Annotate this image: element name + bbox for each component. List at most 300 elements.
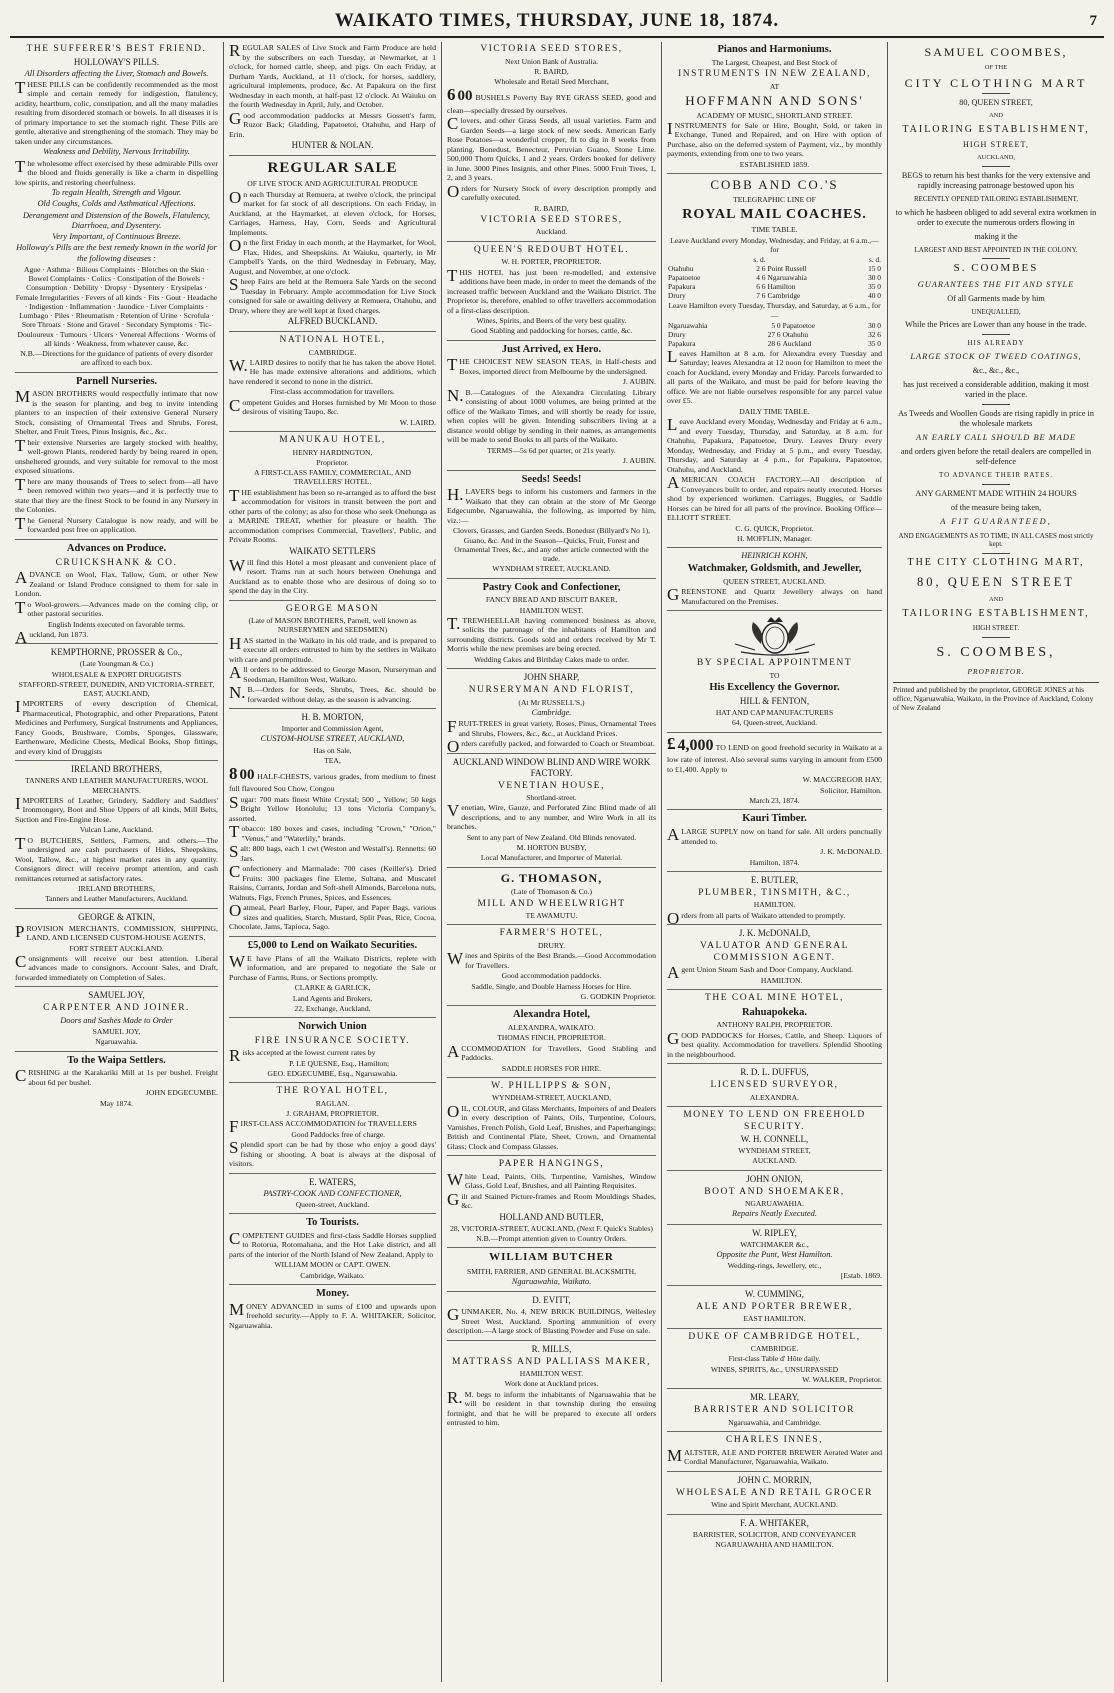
body-text: ESTABLISHED 1859. — [739, 159, 810, 169]
table-row — [667, 273, 882, 282]
address: Cambridge, Waikato. — [300, 1270, 365, 1280]
address: EAST HAMILTON. — [743, 1314, 806, 1324]
address: STAFFORD-STREET, DUNEDIN, AND VICTORIA-STREET, EAST, AUCKLAND, — [18, 679, 215, 699]
signature: Solicitor, Hamilton. — [820, 785, 882, 795]
table-cell: 5 0 — [771, 320, 781, 330]
signature: GEO. EDGECUMBE, Esq., Ngaruawahia. — [267, 1069, 398, 1079]
subheading: CUSTOM-HOUSE STREET, AUCKLAND, — [260, 734, 405, 744]
address: Wine and Spirit Merchant, AUCKLAND. — [711, 1500, 838, 1510]
signature: J. AUBIN. — [622, 377, 656, 387]
body-text: N.B.—Orders for Seeds, Shrubs, Trees, &c. should be forwarded without delay, as the season is advancing. — [229, 683, 436, 704]
divider — [982, 166, 1010, 167]
heading: S. COOMBES, — [936, 644, 1056, 660]
heading: MANUKAU HOTEL, — [279, 435, 386, 446]
table-row — [667, 264, 882, 273]
heading: COBB AND CO.'S — [710, 177, 839, 193]
heading: Rahuapokeka. — [741, 1006, 808, 1018]
heading: 80, QUEEN STREET — [916, 574, 1076, 589]
heading: CHARLES INNES, — [725, 1435, 823, 1446]
ad-victoria-seed — [447, 44, 656, 242]
address: QUEEN STREET, AUCKLAND. — [723, 577, 826, 587]
table-cell: 32 6 — [868, 329, 881, 339]
heading: THE SUFFERER'S BEST FRIEND. — [26, 44, 207, 54]
table-cell: 6 6 — [756, 282, 766, 292]
signature: C. G. QUICK, Proprietor. — [735, 523, 814, 533]
address: 28, VICTORIA-STREET, AUCKLAND, (Next F. Quick's Stables) — [450, 1223, 653, 1233]
heading: NATIONAL HOTEL, — [279, 334, 386, 345]
body-text: Competent Guides and Horses furnished by Mr Moon to those desirous of visiting Taupo, &c. — [229, 395, 436, 417]
body-text: N.B.—Catalogues of the Alexandra Circulating Library consisting of about 1000 volumes, are being printed at the office of the Waikato Times, and will shortly be ready for issue, when copies will be given. Intending subscribers living at a distance would oblige by sending in their names, as arrangements will be made to send Books to all parts of the Waikato. — [447, 385, 656, 445]
ad-mills — [447, 1344, 656, 1432]
body-text: TERMS—5s 6d per quarter, or 21s yearly. — [487, 445, 616, 455]
date: Auckland, Jun 1873. — [15, 627, 89, 647]
address: Ngaruawahia, Waikato. — [511, 1276, 592, 1286]
body-text: TO BUTCHERS, Settlers, Farmers, and others.—The undersigned are cash purchasers of Hides, Sheepskins, Wool, Tallow, &c., at highest market rates in any quantity. Consignors direct will receive prompt attention, and cash remittances returned at satisfactory rates. — [15, 833, 218, 883]
table-cell: Papakura — [668, 338, 696, 348]
body-text: Wines and Spirits of the Best Brands.—Good Accommodation for Travellers. — [447, 949, 656, 970]
date: Hamilton, 1874. — [749, 857, 800, 867]
heading: Parnell Nurseries. — [75, 375, 158, 387]
table-cell: 35 0 — [868, 282, 881, 292]
heading: THE COAL MINE HOTEL, — [705, 993, 844, 1004]
signature: HUNTER & NOLAN. — [291, 140, 374, 150]
address: WYNDHAM-STREET, AUCKLAND, — [491, 1093, 612, 1103]
table-cell: Ngaruawahia — [767, 273, 807, 283]
table-row — [667, 330, 882, 339]
body-text: HIS ALREADY — [967, 339, 1025, 348]
ad-pianos — [667, 44, 882, 174]
address: 22, Exchange, Auckland. — [294, 1003, 371, 1013]
heading: VALUATOR AND GENERAL COMMISSION AGENT. — [700, 941, 849, 963]
body-text: ALARGE SUPPLY now on hand for sale. All orders punctually attended to. — [667, 825, 882, 846]
ad-cobb-coaches — [667, 177, 882, 548]
table-cell: 4 6 — [756, 273, 766, 283]
heading: REGULAR SALE — [267, 159, 398, 176]
heading: QUEEN'S REDOUBT HOTEL. — [473, 244, 630, 255]
table-cell: 15 0 — [868, 264, 881, 274]
body-text: COMPETENT GUIDES and first-class Saddle Horses supplied to Rotorua, Rotomahana, and the Hot Lake district, and all parts of the interior of the North Island of New Zealand. Apply to — [229, 1228, 436, 1259]
address: Ngaruawahia. — [95, 1037, 138, 1047]
body-text: THIS HOTEL has just been re-modelled, and extensive additions have been made, in order to meet the demands of the increased traffic between Auckland and the Waikato District. The Proprietor is, therefore, enabled to offer travellers accommodation of a first-class description. — [447, 265, 656, 315]
ad-charles-innes — [667, 1435, 882, 1472]
heading: GEORGE & ATKIN, — [78, 911, 155, 922]
body-text — [667, 733, 882, 775]
heading: LICENSED SURVEYOR, — [710, 1080, 839, 1091]
heading: TAILORING ESTABLISHMENT, — [902, 607, 1090, 619]
heading: MATTRASS AND PALLIASS MAKER, — [452, 1356, 651, 1367]
body-text: T.TREWHEELLAR having commenced business as above, solicits the patronage of the inhabitants of Hamilton and surrounding districts. Goods sold and orders received by Mr T. Morris while the new premises are being erected. — [447, 613, 656, 654]
body-text: BEGS to return his best thanks for the very extensive and rapidly increasing patronage bestowed upon his — [901, 171, 1091, 191]
body-text: Sugar: 700 mats finest White Crystal; 500 ,, Yellow; 50 kegs Bright Yellow Honolulu; 13 tons Victoria Company's, assorted. — [229, 792, 436, 823]
signature: Local Manufacturer, and Importer of Material. — [480, 853, 623, 863]
body-text: SADDLE HORSES FOR HIRE. — [501, 1063, 602, 1073]
address: AUCKLAND, — [976, 154, 1016, 162]
subheading: Importer and Commission Agent, — [281, 724, 384, 734]
subheading: TELEGRAPHIC LINE OF — [733, 195, 816, 205]
body-text: All orders to be addressed to George Mason, Nurseryman and Seedsman, Hamilton West, Waikato. — [229, 663, 436, 684]
signature: W. LAIRD. — [399, 417, 436, 427]
ad-john-sharp — [447, 672, 656, 757]
subheading: J. GRAHAM, PROPRIETOR. — [286, 1109, 379, 1119]
signature: JOHN EDGECUMBE. — [145, 1088, 218, 1098]
body-text: GREENSTONE and Quartz Jewellery always on hand Manufactured on the Premises. — [667, 585, 882, 606]
ad-connell — [667, 1110, 882, 1171]
address: Auckland. — [535, 227, 568, 237]
subheading: HENRY HARDINGTON, — [292, 447, 373, 457]
table-row — [667, 321, 882, 330]
body-text: R.M. begs to inform the inhabitants of Ngaruawahia that he will be resident in that township during the ensuing fortnight, and that he will be prepared to execute all orders entrusted to him. — [447, 1387, 656, 1428]
heading: Advances on Produce. — [66, 542, 167, 554]
heading: W. CUMMING, — [745, 1288, 804, 1299]
ad-whitaker — [667, 1518, 882, 1553]
signature: Land Agents and Brokers, — [292, 993, 373, 1003]
table-cell: 35 0 — [868, 338, 881, 348]
heading: Pianos and Harmoniums. — [717, 44, 832, 55]
table-cell: Papakura — [668, 282, 696, 292]
signature: SAMUEL JOY, — [92, 1027, 141, 1037]
fare-table — [667, 255, 882, 300]
body-text: Leaves Hamilton at 8 a.m. for Alexandra every Tuesday and Saturday; leaves Alexandra at 12 noon for Hamilton to meet the coach for Auckland, every Monday and Friday. Parcels forwarded to all parts of the Waikato, and must be paid for before leaving the office. We are not liable ourselves responsible for any parcel value over £5. — [667, 346, 882, 406]
address: HAMILTON. — [760, 975, 803, 985]
subheading: FANCY BREAD AND BISCUIT BAKER, — [485, 595, 618, 605]
ad-butler — [667, 874, 882, 928]
address: AUCKLAND. — [752, 1156, 797, 1166]
body-text: IMPORTERS of every description of Chemical, Pharmaceutical, Photographic, and other Preparations, Patent Medicines and Perfumery, Surgical Instruments and Appliances, Fancy Goods, Brushware, Combs, Sponges, Glassware, Earthenware, Medicine Chests, Medical Books, Shop fittings, and every kind of Druggists — [15, 697, 218, 756]
address: HIGH STREET. — [972, 624, 1020, 633]
body-text: TO LEND on good freehold security in Waikato at a low rate of interest. Also several sums varying in amount from £500 to £1,400. Apply to — [667, 742, 882, 774]
ad-heinrich-kohn — [667, 551, 882, 611]
subheading: Weakness and Debility, Nervous Irritability. — [43, 147, 190, 157]
body-text: PROVISION MERCHANTS, COMMISSION, SHIPPING, LAND, AND LICENSED CUSTOM-HOUSE AGENTS, — [15, 921, 218, 943]
subheading: (Late of MASON BROTHERS, Parnell, well known as NURSERYMEN and SEEDSMEN) — [248, 616, 417, 635]
ad-morrin — [667, 1475, 882, 1515]
body-text: WINES, SPIRITS, &c., UNSURPASSED — [710, 1364, 839, 1374]
signature: R. BAIRD, — [534, 203, 569, 213]
body-text: AND — [988, 112, 1004, 120]
heading: THE ROYAL HOTEL, — [276, 1086, 389, 1097]
heading: S. COOMBES — [953, 262, 1039, 275]
heading: PAPER HANGINGS, — [498, 1159, 605, 1170]
ad-window-blind — [447, 757, 656, 868]
body-text: AND — [988, 596, 1004, 604]
column-4 — [661, 42, 887, 1682]
subheading: ACADEMY OF MUSIC, SHORTLAND STREET. — [696, 110, 853, 120]
subheading: THOMAS FINCH, PROPRIETOR. — [497, 1033, 606, 1043]
address: ALEXANDRA. — [749, 1092, 800, 1102]
body-text: Salt: 800 bags, each 1 cwt (Weston and Westall's). Rennetts: 60 Jars. — [229, 842, 436, 863]
table-cell: 27 6 — [767, 329, 781, 339]
signature: CLARKE & GARLICK, — [294, 983, 371, 993]
subheading: BARRISTER, SOLICITOR, AND CONVEYANCER — [692, 1529, 857, 1539]
address: HAMILTON WEST. — [519, 605, 584, 615]
ad-norwich-union — [229, 1021, 436, 1083]
body-text: Wines, Spirits, and Beers of the very best quality. — [476, 316, 627, 326]
subheading: HAT AND CAP MANUFACTURERS — [715, 708, 834, 718]
table-header — [667, 255, 882, 264]
heading: G. THOMASON, — [500, 870, 603, 885]
ad-loan — [667, 733, 882, 811]
ad-kauri — [667, 813, 882, 872]
heading: THE CITY CLOTHING MART, — [907, 556, 1085, 568]
subheading: Very Important, of Continuous Breeze. — [52, 232, 181, 242]
ad-waikato-securities — [229, 940, 436, 1018]
subheading: Wholesale and Retail Seed Merchant, — [494, 77, 609, 87]
ad-royal-hotel — [229, 1086, 436, 1173]
heading: BOOT AND SHOEMAKER, — [704, 1186, 845, 1197]
body-text: First-class accommodation for travellers. — [270, 387, 395, 397]
body-text: FRUIT-TREES in great variety, Roses, Pinus, Ornamental Trees and Shrubs, Flowers, &c., &c., at Auckland Prices. — [447, 717, 656, 738]
body-text: Leave Auckland every Monday, Wednesday and Friday at 6 a.m., and every Tuesday, Thursday, and Saturday, at 8 a.m. for Otahuhu, Papakura, Papatoetoe, Drury. Leaves Drury every Monday, Wednesday, and Friday at 5 p.m., and every Tuesday, Thursday, and Saturday at 4 p.m., for Papakura, Papatoetoe, Otahuhu, and Auckland. — [667, 415, 882, 474]
signature: W. WALKER, Proprietor. — [802, 1374, 882, 1384]
body-text: INSTRUMENTS for Sale or Hire, Bought, Sold, or taken in Exchange, Tuned and Repaired, and on Hire with option of Purchase, also on the deferred system of Payment, viz., by monthly payments, extending from one to two years. — [667, 118, 882, 159]
table-cell: Cambridge — [767, 291, 801, 301]
ad-william-butcher — [447, 1251, 656, 1292]
body-text: N.B.—Prompt attention given to Country Orders. — [476, 1233, 627, 1243]
body-text: Work done at Auckland prices. — [504, 1379, 599, 1389]
body-text: A FIT GUARANTEED, — [940, 517, 1052, 527]
ad-leary — [667, 1392, 882, 1432]
address: ALEXANDRA, WAIKATO. — [507, 1023, 596, 1033]
address: Vulcan Lane, Auckland. — [79, 825, 154, 835]
imprint: Printed and published by the proprietor, GEORGE JONES at his office, Ngaruawahia, Waikato, in the Province of Auckland, Colony of New Zealand — [893, 682, 1099, 712]
subheading: TEA, — [324, 755, 341, 765]
column-1 — [10, 42, 223, 1682]
heading: HOFFMANN AND SONS' — [685, 92, 864, 108]
body-text: Of all Garments made by him — [947, 293, 1045, 303]
signature: P. LE QUESNE, Esq., Hamilton; — [289, 1058, 390, 1068]
note: N.B.—Directions for the guidance of patients of every disorder are affixed to each box. — [20, 349, 213, 368]
header-cell: s. d. — [868, 255, 881, 265]
subheading: (Late of Thomason & Co.) — [510, 887, 593, 897]
subheading: Derangement and Distension of the Bowels, Flatulency, Diarrhoea, and Dysentery. — [22, 210, 210, 230]
signature: H. MOFFLIN, Manager. — [737, 533, 812, 543]
ad-thomason — [447, 871, 656, 926]
address: Ngaruawahia, and Cambridge. — [728, 1418, 821, 1428]
body-text: Sent to any part of New Zealand. Old Blinds renovated. — [466, 832, 637, 842]
signature: HOLLAND AND BUTLER, — [499, 1211, 604, 1222]
subheading: Holloway's Pills are the best remedy known in the world for the following diseases : — [16, 243, 217, 263]
heading: SAMUEL JOY, — [88, 990, 145, 1001]
body-text: The wholesome effect exercised by these admirable Pills over the blood and fluids generally is like a charm in dispelling low spirits, and restoring cheerfulness. — [15, 156, 218, 187]
ad-waipa — [15, 1055, 218, 1113]
address: Opposite the Punt, West Hamilton. — [716, 1249, 833, 1259]
masthead-title: WAIKATO TIMES, THURSDAY, JUNE 18, 1874. — [334, 10, 780, 31]
subheading: Doors and Sashes Made to Order — [60, 1015, 173, 1025]
subheading: DAILY TIME TABLE. — [739, 406, 810, 416]
ad-kempthorne — [15, 647, 218, 761]
subheading: Next Union Bank of Australia. — [504, 56, 598, 66]
body-text: RECENTLY OPENED TAILORING ESTABLISHMENT, — [913, 195, 1079, 204]
subheading: WATCHMAKER &c., — [740, 1239, 809, 1249]
divider — [982, 93, 1010, 94]
signature: VICTORIA SEED STORES, — [480, 214, 623, 225]
heading: W. H. CONNELL, — [740, 1134, 809, 1145]
body-text: H.LAVERS begs to inform his customers and farmers in the Waikato that they can obtain at the store of Mr George Edgecumbe, Ngaruawahia, the following, as imported by him, viz.:— — [447, 485, 656, 525]
ad-farmers-hotel — [447, 928, 656, 1006]
heading: NURSERYMAN AND FLORIST, — [468, 685, 635, 696]
table-cell: Drury — [668, 291, 686, 301]
body-text: GUARANTEES THE FIT AND STYLE — [917, 279, 1075, 289]
body-text: TO ADVANCE THEIR RATES. — [938, 471, 1053, 480]
body-text: White Lead, Paints, Oils, Turpentine, Varnishes, Window Glass, Gold Leaf, Brushes, and all Painting Requisites. — [447, 1169, 656, 1191]
body-text: While the Prices are Lower than any house in the trade. — [905, 320, 1087, 330]
heading: HILL & FENTON, — [739, 696, 810, 707]
ad-phillipps — [447, 1081, 656, 1156]
table-row — [667, 282, 882, 291]
ad-regular-sale — [229, 159, 436, 332]
body-text: and orders given before the retail dealers are compelled in self-defence — [900, 447, 1092, 467]
body-text: of the measure being taken, — [950, 503, 1042, 513]
subheading: Old Coughs, Colds and Asthmatical Affections. — [37, 199, 196, 209]
ad-hunter-nolan — [229, 43, 436, 156]
heading: ROYAL MAIL COACHES. — [682, 207, 867, 223]
body-text: Orders carefully packed, and forwarded to Coach or Steamboat. — [447, 737, 655, 757]
heading: W. PHILLIPPS & SON, — [491, 1080, 612, 1091]
body-text: TO — [769, 671, 780, 681]
big-number: 800 — [229, 764, 255, 784]
body-text: Orders for Nursery Stock of every description promptly and carefully executed. — [447, 181, 656, 203]
body-text: Sheep Fairs are held at the Remuera Sale Yards on the second Tuesday in February. Ample accommodation for Live Stock consigned for sale or awaiting delivery at Remuera, Otahuhu, and Drury, where they are well kept at fixed charges. — [229, 275, 436, 315]
address: FORT STREET AUCKLAND. — [69, 943, 164, 953]
heading: Watchmaker, Goldsmith, and Jeweller, — [687, 563, 862, 575]
body-text: On the first Friday in each month, at the Haymarket, for Wool, Flax, Hides, and Sheepskins. At Waiuku, quarterly, in Mr Campbell's Yards, on the third Wednesday in February, May, August, and November, at one o'clock. — [229, 236, 436, 276]
address: Shortland-street. — [526, 793, 577, 803]
body-text: Good accommodation paddocks. — [501, 971, 602, 981]
heading: VICTORIA SEED STORES, — [480, 44, 623, 54]
columns — [10, 42, 1104, 1682]
signature: J. K. McDONALD. — [820, 847, 882, 857]
body-text: W.LAIRD desires to notify that he has taken the above Hotel. He has made extensive alterations and additions, which have rendered it second to none in the district. — [229, 355, 436, 386]
ad-manukau-hotel — [229, 435, 436, 601]
heading: PLUMBER, TINSMITH, &C., — [698, 887, 851, 898]
ad-advances — [15, 543, 218, 645]
body-text: There are many thousands of Trees to select from—all have been removed within two years—and it is perfectly true to state that they are the finest Stock to be found in any Nursery in the Colonies. — [15, 474, 218, 515]
body-text: Splendid sport can be had by those who enjoy a good days' fishing or shooting. A boat is always at the disposal of visitors. — [229, 1138, 436, 1169]
signature: W. MACGREGOR HAY, — [802, 775, 882, 785]
heading: DUKE OF CAMBRIDGE HOTEL, — [688, 1331, 861, 1342]
date: May 1874. — [100, 1098, 133, 1108]
subheading: W. H. PORTER, PROPRIETOR. — [501, 257, 602, 267]
body-text: Venetian, Wire, Gauze, and Perforated Zinc Blind made of all descriptions, and to any number, and Wire Work in all its branches. — [447, 801, 656, 832]
date: [Estab. 1869. — [840, 1271, 882, 1281]
body-text: MASON BROTHERS would respectfully intimate that now is the season for planting, and beg to invite intending planters to an inspection of their extensive General Nursery Stock, consisting of Ornamental Trees and Shrubs, Forest, Shelter, and Fruit Trees, Pinus Insignis, &c., &c. — [15, 387, 218, 437]
subheading: All Disorders affecting the Liver, Stomach and Bowels. — [24, 68, 209, 78]
address: WYNDHAM STREET, — [738, 1146, 811, 1156]
header-cell: s. d. — [753, 255, 766, 265]
subheading: A FIRST-CLASS FAMILY, COMMERCIAL, AND TRAVELLERS' HOTEL. — [254, 468, 411, 487]
ad-duffus — [667, 1067, 882, 1107]
heading: His Excellency the Governor. — [709, 682, 840, 694]
body-text: ACCOMMODATION for Travellers, Good Stabling and Paddocks. — [447, 1041, 656, 1063]
body-text: The General Nursery Catalogue is now ready, and will be forwarded post free on application. — [15, 513, 218, 535]
heading: AUCKLAND WINDOW BLIND AND WIRE WORK FACTORY. — [452, 756, 651, 778]
body-text: Clovers, and other Grass Seeds, all usual varieties. Farm and Garden Seeds—a large stock of new seeds. American Early Rose Potatoes—a wonderful cropper, fit to dig in 8 weeks from planting. Bonedust, Benecteur, Peruvian Guano, Stone Lime. 500,000 Thorn Quicks, 1 and 2 years. Orders booked for delivery in June. 3000 Pines Insignis, and other Pines. 5000 Fruit Trees, 1, 2, and 3 years. — [447, 114, 656, 183]
body-text: Repairs Neatly Executed. — [732, 1209, 817, 1219]
date: March 23, 1874. — [749, 796, 800, 806]
table-cell: Otahuhu — [782, 329, 809, 339]
table-cell: Ngaruawahia — [668, 320, 708, 330]
body-text: Saddle, Single, and Double Harness Horses for Hire. — [471, 981, 632, 991]
body-text: UNEQUALLED, — [971, 307, 1021, 316]
big-number: 600 — [447, 85, 473, 105]
heading: Seeds! Seeds! — [521, 473, 582, 485]
ad-ireland — [15, 764, 218, 908]
signature: ALFRED BUCKLAND. — [287, 316, 378, 327]
heading: D. EVITT, — [532, 1295, 571, 1306]
subheading: To regain Health, Strength and Vigour. — [51, 188, 182, 198]
subheading: TANNERS AND LEATHER MANUFACTURERS, WOOL MERCHANTS. — [25, 776, 208, 795]
ad-holloway — [15, 44, 218, 373]
table-cell: 40 0 — [868, 291, 881, 301]
heading: IRELAND BROTHERS, — [70, 764, 162, 775]
heading: MILL AND WHEELWRIGHT — [477, 898, 626, 909]
heading: R. D. L. DUFFUS, — [740, 1067, 809, 1078]
heading: ALE AND PORTER BREWER, — [696, 1301, 853, 1312]
body-text: LARGEST AND BEST APPOINTED IN THE COLONY. — [914, 245, 1078, 254]
body-text: OF THE — [984, 63, 1008, 71]
address: NGARUAWAHIA. — [744, 1199, 805, 1209]
table-cell: Auckland — [782, 338, 812, 348]
subheading: Has on Sale, — [313, 745, 352, 755]
body-text: Will find this Hotel a most pleasant and convenient place of resort. Trams run at such hours between Onehunga and Auckland as to enable those who are desirous of doing so to spend the day in the City. — [229, 555, 436, 596]
subheading: OF LIVE STOCK AND AGRICULTURAL PRODUCE — [247, 179, 418, 189]
table-cell: 7 6 — [756, 291, 766, 301]
heading: WHOLESALE AND RETAIL GROCER — [676, 1487, 873, 1498]
heading: HOLLOWAY'S PILLS. — [73, 56, 160, 67]
address: RAGLAN. — [315, 1098, 350, 1108]
heading: £5,000 to Lend on Waikato Securities. — [247, 939, 418, 951]
body-text: MALTSTER, ALE AND PORTER BREWER Aerated Water and Cordial Manufacturer, Ngaruawahia, Waikato. — [667, 1445, 882, 1467]
table-row — [667, 339, 882, 348]
body-text: THESE PILLS can be confidently recommended as the most simple and certain remedy for indigestion, flatulency, acidity, heartburn, colic, constipation, and all the many maladies resulting from disordered stomach or bowels. In all diseases it is of primary importance to set the stomach right. These Pills are gentle, alterative and strengthening of the stomach. They may be taken under any circumstances. — [15, 77, 218, 146]
heading: JOHN ONION, — [746, 1173, 803, 1184]
body-text: GUNMAKER, No. 4, NEW BRICK BUILDINGS, Wellesley Street West, Auckland. Sporting ammunition of every description.—A large stock of Blasting Powder and Fuse on sale. — [447, 1305, 656, 1336]
body-text: ANY GARMENT MADE WITHIN 24 HOURS — [915, 489, 1077, 499]
heading: INSTRUMENTS IN NEW ZEALAND, — [678, 69, 871, 80]
body-text: WE have Plans of all the Waikato Districts, replete with information, and are prepared to negotiate the Sale or Purchase of Farms, Runs, or Sections promptly. — [229, 951, 436, 982]
divider — [982, 553, 1010, 554]
heading: JOHN SHARP, — [523, 672, 580, 683]
table-cell: Point Russell — [767, 264, 807, 274]
ad-evitt — [447, 1295, 656, 1340]
heading: Pastry Cook and Confectioner, — [482, 581, 621, 593]
body-text: Risks accepted at the lowest current rates by — [229, 1046, 376, 1066]
body-text: has just received a considerable addition, making it most varied in the place. — [903, 380, 1089, 400]
ad-waters — [229, 1177, 436, 1214]
heading: GEORGE MASON — [285, 603, 380, 614]
body-text: AT — [769, 81, 780, 91]
ad-paper-hangings — [447, 1159, 656, 1248]
divider — [982, 484, 1010, 485]
heading: H. B. MORTON, — [301, 712, 364, 723]
body-text: AMERICAN COACH FACTORY.—All description of Conveyances built to order, and repairs neatly executed. Horses shod by experienced workmen. Carriages, Buggies, or Saddle Horses can be hired for all parts of the province. Booking Office—ELLIOTT STREET. — [667, 473, 882, 523]
body-text: Orders from all parts of Waikato attended to promptly. — [667, 908, 846, 928]
ad-pastry-cook — [447, 582, 656, 670]
heading: Just Arrived, ex Hero. — [501, 343, 602, 355]
divider — [982, 334, 1010, 335]
body-text: The Largest, Cheapest, and Best Stock of — [711, 57, 838, 67]
body-text: IMPORTERS of Leather, Grindery, Saddlery and Saddlers' Ironmongery, Boot and Shoe Uppers of all kinds, Mill Belts, Suction and Fire-Engine Hose. — [15, 793, 218, 824]
ad-parnell — [15, 376, 218, 540]
body-text: Wedding-rings, Jewellery, etc., — [727, 1261, 822, 1271]
ad-queens-redoubt — [447, 245, 656, 341]
heading: W. RIPLEY, — [752, 1227, 797, 1238]
body-text: ADVANCE on Wool, Flax, Tallow, Gum, or other New Zealand or Island Produce consigned to them for sale in London. — [15, 568, 218, 599]
ad-hill-fenton — [667, 614, 882, 732]
body-text: &c., &c., &c., — [972, 366, 1020, 376]
subheading: TIME TABLE. — [751, 225, 798, 235]
body-text: MONEY ADVANCED in sums of £100 and upwards upon freehold security.—Apply to F. A. WHITAKER, Solicitor, Ngaruawahia. — [229, 1299, 436, 1330]
